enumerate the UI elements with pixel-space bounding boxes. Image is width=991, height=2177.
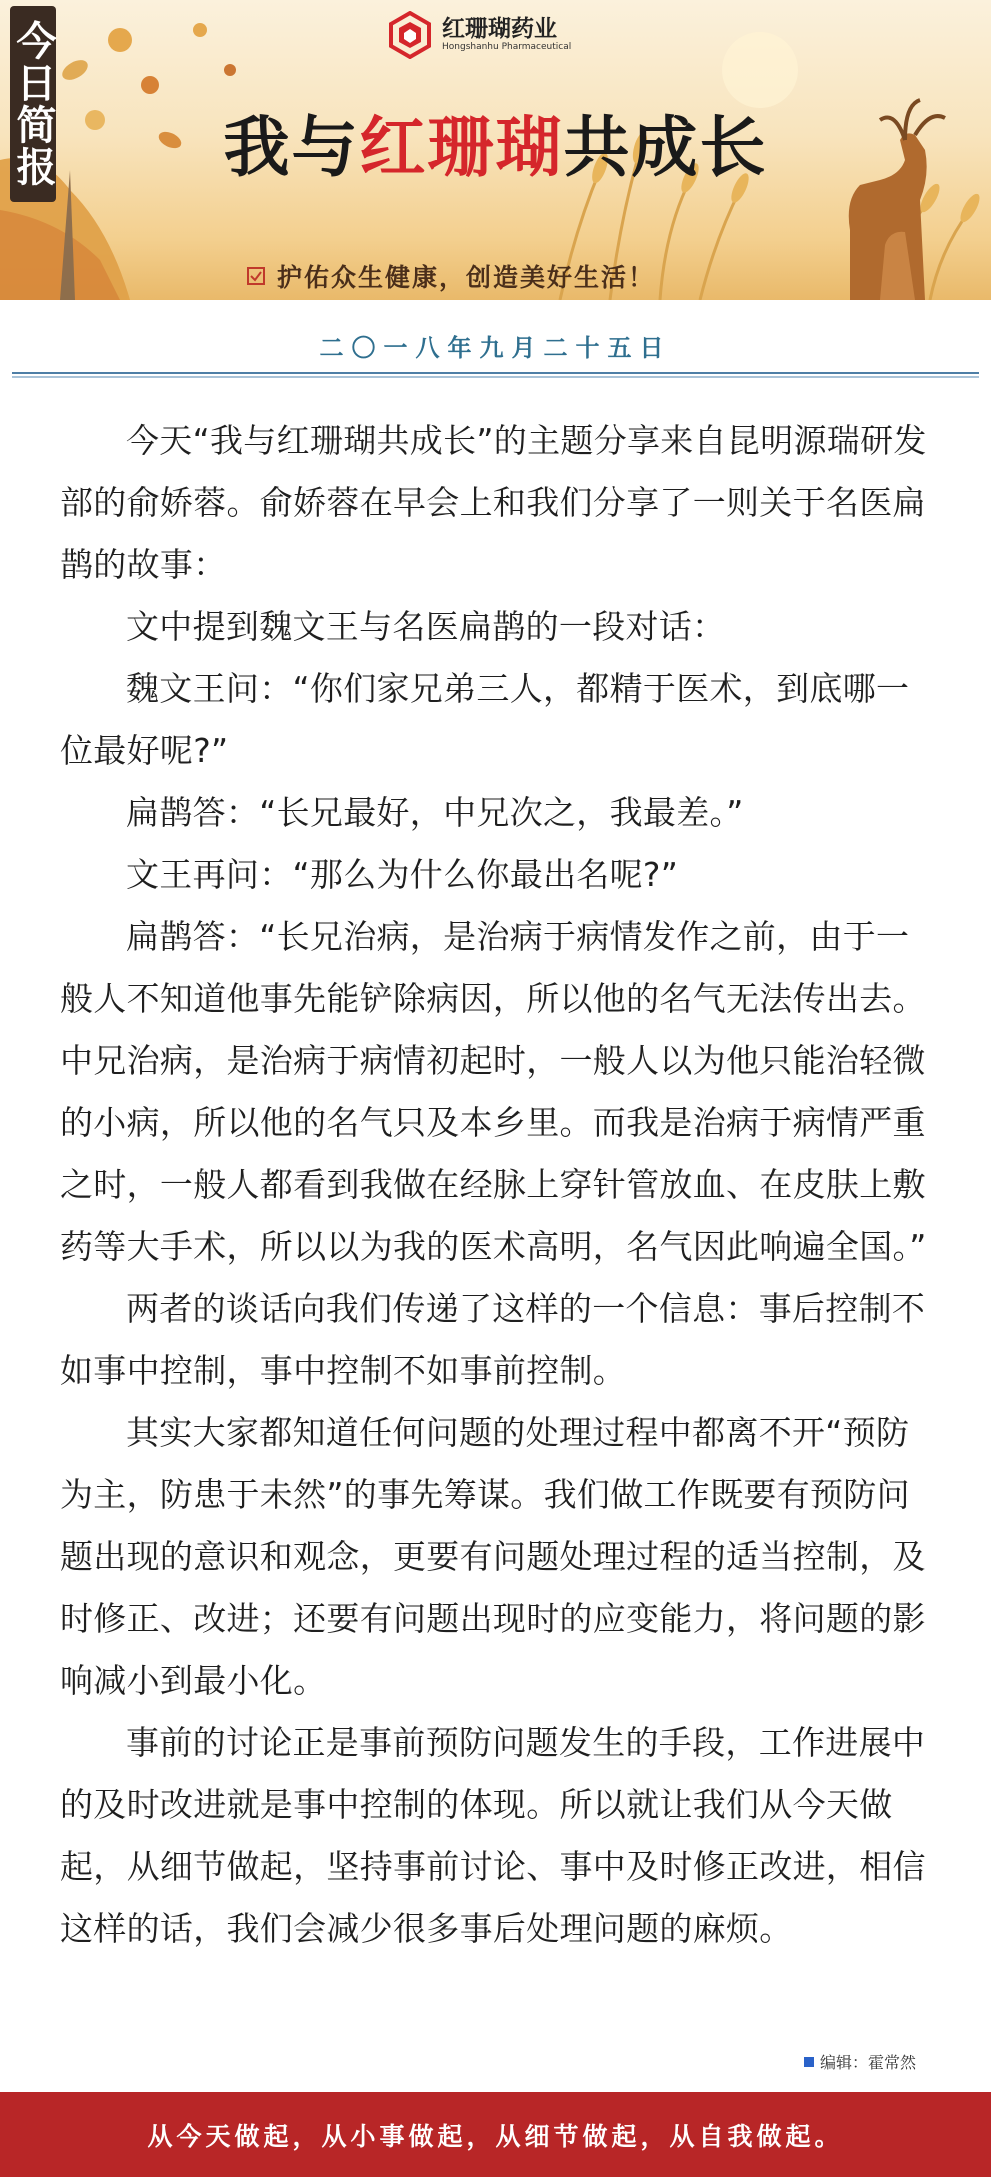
header-slogan-text: 护佑众生健康，创造美好生活！: [277, 263, 656, 292]
article-paragraph: 事前的讨论正是事前预防问题发生的手段，工作进展中的及时改进就是事中控制的体现。所以就让我们从今天做起，从细节做起，坚持事前讨论、事中及时修正改进，相信这样的话，我们会减少很多事后处理问题的麻烦。: [60, 1723, 926, 1948]
article-paragraph: 文中提到魏文王与名医扁鹊的一段对话：: [126, 607, 726, 646]
article-paragraph: 文王再问：“那么为什么你最出名呢?”: [126, 855, 679, 894]
blue-square-icon: [804, 2057, 814, 2067]
header-divider: [12, 372, 979, 378]
article-body: [60, 410, 935, 1960]
article-paragraph: 扁鹊答：“长兄治病，是治病于病情发作之前，由于一般人不知道他事先能铲除病因，所以他的名气无法传出去。中兄治病，是治病于病情初起时，一般人以为他只能治轻微的小病，所以他的名气只及本乡里。而我是治病于病情严重之时，一般人都看到我做在经脉上穿针管放血、在皮肤上敷药等大手术，所以以为我的医术高明，名气因此响遍全国。”: [60, 917, 927, 1266]
red-hexagon-logo-icon: [386, 11, 434, 59]
footer-banner: [0, 2092, 991, 2177]
header-banner: [0, 0, 991, 300]
article-paragraph: 其实大家都知道任何问题的处理过程中都离不开“预防为主，防患于未然”的事先筹谋。我们做工作既要有预防问题出现的意识和观念，更要有问题处理过程的适当控制，及时修正、改进；还要有问题出现时的应变能力，将问题的影响减小到最小化。: [60, 1413, 926, 1700]
today-brief-label: 今日简报: [10, 20, 57, 188]
title-part-3: 共成长: [563, 109, 768, 186]
title-part-2: 红珊瑚: [359, 109, 564, 186]
header-slogan: [247, 258, 655, 294]
footer-slogan: 从今天做起，从小事做起，从细节做起，从自我做起。: [147, 2121, 844, 2151]
article-paragraph: 扁鹊答：“长兄最好，中兄次之，我最差。”: [126, 793, 744, 832]
editor-name: 编辑：霍常然: [819, 2053, 916, 2072]
company-logo: [386, 10, 571, 60]
title-part-1: 我与: [223, 109, 360, 186]
page-title: [0, 108, 991, 188]
checkbox-icon: [247, 267, 265, 285]
article-paragraph: 两者的谈话向我们传递了这样的一个信息：事后控制不如事中控制，事中控制不如事前控制。: [60, 1289, 926, 1390]
issue-date: 二〇一八年九月二十五日: [319, 333, 672, 362]
article-paragraph: 今天“我与红珊瑚共成长”的主题分享来自昆明源瑞研发部的俞娇蓉。俞娇蓉在早会上和我们分享了一则关于名医扁鹊的故事：: [60, 421, 927, 584]
logo-chinese-name: 红珊瑚药业: [442, 16, 557, 42]
editor-credit: [804, 2050, 916, 2073]
article-paragraph: 魏文王问：“你们家兄弟三人，都精于医术，到底哪一位最好呢?”: [60, 669, 910, 770]
logo-english-name: Hongshanhu Pharmaceutical: [442, 42, 572, 52]
